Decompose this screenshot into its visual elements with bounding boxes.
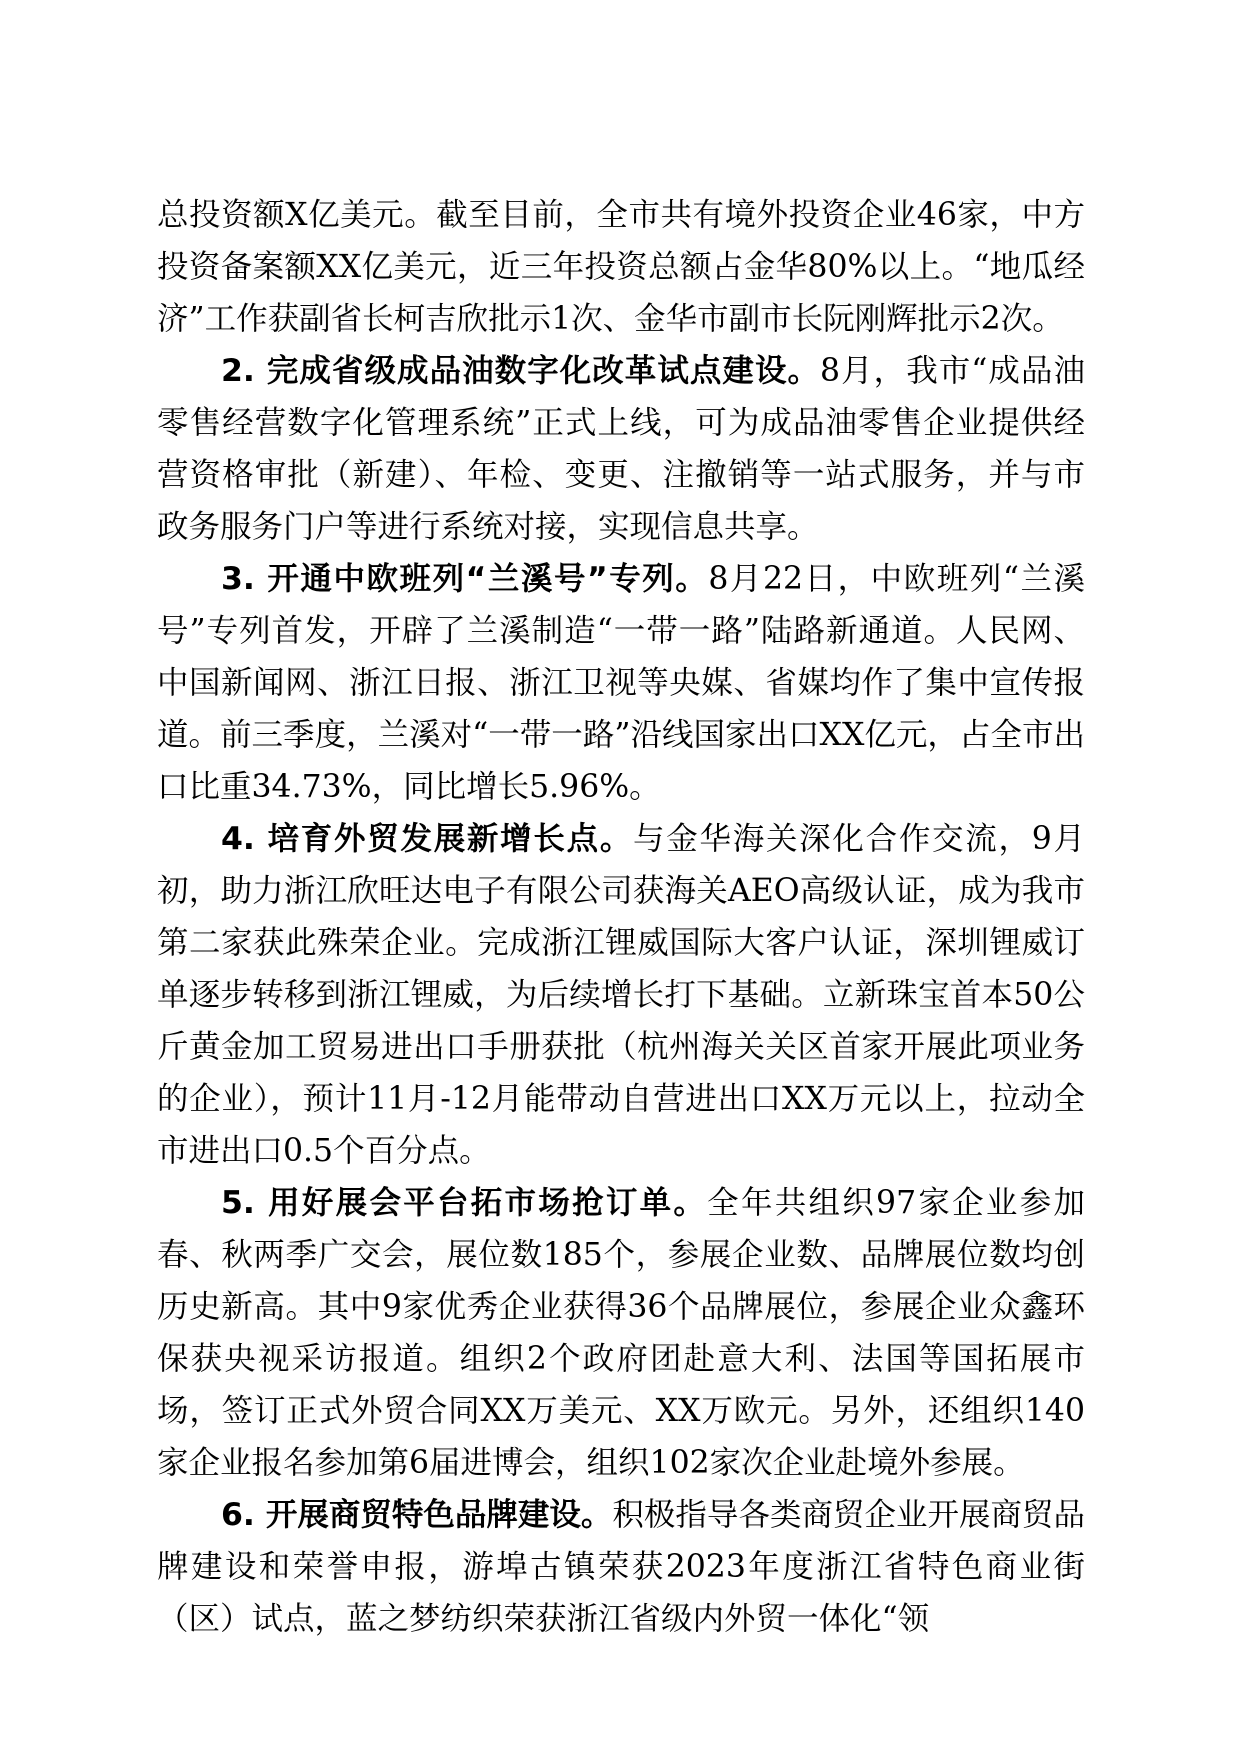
paragraph-foreign-trade-growth: [157, 813, 1085, 1177]
paragraph-heading: 3. 开通中欧班列“兰溪号”专列。: [221, 561, 709, 597]
paragraph-heading: 6. 开展商贸特色品牌建设。: [221, 1497, 613, 1533]
document-body: [157, 189, 1085, 1645]
paragraph-oil-digital-reform: [157, 345, 1085, 553]
paragraph-commerce-brand: [157, 1489, 1085, 1645]
paragraph-heading: 5. 用好展会平台拓市场抢订单。: [221, 1185, 708, 1221]
paragraph-investment-summary: [157, 189, 1085, 345]
paragraph-text: 积极指导各类商贸企业开展商贸品牌建设和荣誉申报，游埠古镇荣获2023年度浙江省特色商业街（区）试点，蓝之梦纺织荣获浙江省级内外贸一体化“领: [157, 1497, 1085, 1637]
paragraph-china-europe-train: [157, 553, 1085, 813]
paragraph-text: 8月22日，中欧班列“兰溪号”专列首发，开辟了兰溪制造“一带一路”陆路新通道。人民网、中国新闻网、浙江日报、浙江卫视等央媒、省媒均作了集中宣传报道。前三季度，兰溪对“一带一路”沿线国家出口XX亿元，占全市出口比重34.73%，同比增长5.96%。: [157, 561, 1085, 805]
paragraph-text: 全年共组织97家企业参加春、秋两季广交会，展位数185个，参展企业数、品牌展位数均创历史新高。其中9家优秀企业获得36个品牌展位，参展企业众鑫环保获央视采访报道。组织2个政府团赴意大利、法国等国拓展市场，签订正式外贸合同XX万美元、XX万欧元。另外，还组织140家企业报名参加第6届进博会，组织102家次企业赴境外参展。: [157, 1185, 1085, 1481]
paragraph-heading: 4. 培育外贸发展新增长点。: [221, 821, 634, 857]
paragraph-text: 与金华海关深化合作交流，9月初，助力浙江欣旺达电子有限公司获海关AEO高级认证，成为我市第二家获此殊荣企业。完成浙江锂威国际大客户认证，深圳锂威订单逐步转移到浙江锂威，为后续增长打下基础。立新珠宝首本50公斤黄金加工贸易进出口手册获批（杭州海关关区首家开展此项业务的企业），预计11月-12月能带动自营进出口XX万元以上，拉动全市进出口0.5个百分点。: [157, 821, 1085, 1169]
paragraph-text: 8月，我市“成品油零售经营数字化管理系统”正式上线，可为成品油零售企业提供经营资格审批（新建）、年检、变更、注撤销等一站式服务，并与市政务服务门户等进行系统对接，实现信息共享。: [157, 353, 1085, 545]
paragraph-heading: 2. 完成省级成品油数字化改革试点建设。: [221, 353, 821, 389]
paragraph-exhibition-platform: [157, 1177, 1085, 1489]
paragraph-text: 总投资额X亿美元。截至目前，全市共有境外投资企业46家，中方投资备案额XX亿美元，近三年投资总额占金华80%以上。“地瓜经济”工作获副省长柯吉欣批示1次、金华市副市长阮刚辉批示2次。: [157, 197, 1085, 337]
